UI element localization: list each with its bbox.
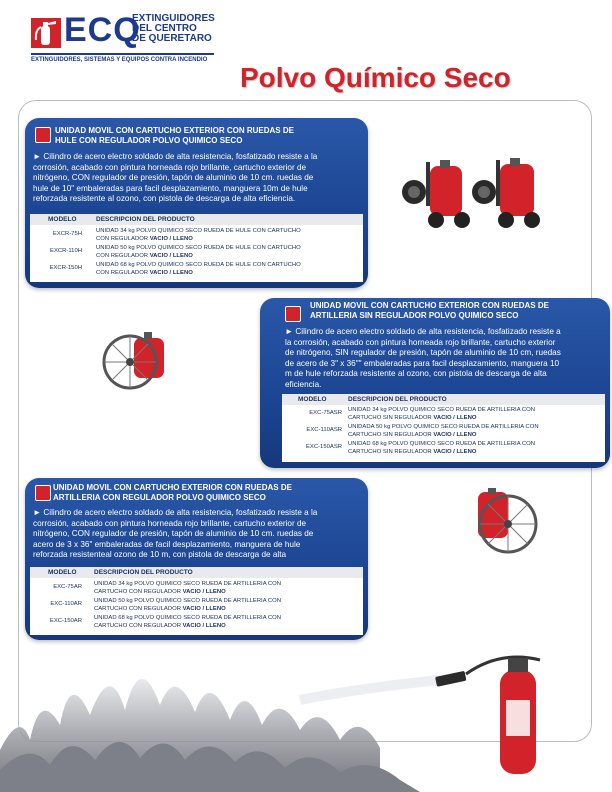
table-header: MODELO DESCRIPCION DEL PRODUCTO bbox=[282, 394, 605, 405]
logo-line: DE QUERETARO bbox=[132, 33, 212, 44]
extinguisher-spray-image bbox=[435, 657, 540, 774]
mobile-unit-artillery-wheel-image bbox=[458, 488, 540, 556]
section-description: ► Cilindro de acero electro soldado de alta resistencia, fosfatizado resiste a la corrosión, acabado con pintura horneada rojo brillante, cartucho exterior de nitrógeno, CON regulador de presión, tapón de aluminio de 10 cm. ruedas de hule de 10" embaleradas para facil desplazamiento, manguera 10m de hule reforzada resistente al ozono, con pistola de descarga de alta eficiencia. bbox=[33, 152, 318, 204]
logo-line: DEL CENTRO bbox=[132, 23, 197, 34]
product-panel-1 bbox=[25, 118, 368, 288]
tagline: EXTINGUIDORES, SISTEMAS Y EQUIPOS CONTRA INCENDIO bbox=[31, 57, 208, 63]
section-description: ► Cilindro de acero electro soldado de alta resistencia, fosfatizado resiste a la corrosión, acabado con pintura horneada rojo brillante, cartucho exterior de nitrógeno, CON regulador de presión, tapón de aluminio de 10 cm. ruedas de acero de 3 x 36" embaleradas de facil desplazamiento, manguera de hule reforzada resistenteal ozono de 10 m, con pistola de descarga de alta bbox=[33, 508, 318, 560]
section-title: UNIDAD MOVIL CON CARTUCHO EXTERIOR CON RUEDAS DE ARTILLERIA CON REGULADOR POLVO QUIMICO SECO bbox=[53, 483, 292, 502]
logo-company-name bbox=[132, 13, 215, 44]
section-description: ► Cilindro de acero electro soldado de alta resistencia, fosfatizado resiste a la corrosión, acabado con pintura horneada rojo brillante, cartucho exterior de nitrógeno, SIN regulador de presión, tapón de aluminio de 10 cm, ruedas de acero de 3" x 36"" embaleradas para facil desplazamiento, manguera 10 m de hule reforzada resistente al ozono, con pistola de descarga de alta eficiencia. bbox=[285, 327, 561, 389]
table-header: MODELO DESCRIPCION DEL PRODUCTO bbox=[30, 214, 363, 225]
logo-letters: ECQ bbox=[64, 11, 141, 49]
product-table: MODELO DESCRIPCION DEL PRODUCTO EXCR-75H UNIDAD 34 kg POLVO QUIMICO SECO RUEDA DE HULE CON CARTUCHO CON REGULADOR VACIO / LLENO EXCR-110H UNIDAD 50 kg POLVO QUIMICO SECO RUEDA DE HULE CON CARTUCHO CON REGULADOR VACIO / LLENO EXCR-150H UNIDAD 68 kg POLVO QUIMICO SECO RUEDA DE HULE CON CARTUCHO CON REGULADOR VACIO / LLENO bbox=[30, 214, 363, 282]
product-table: MODELO DESCRIPCION DEL PRODUCTO EXC-75AR UNIDAD 34 kg POLVO QUIMICO SECO RUEDA DE ARTILLERIA CON CARTUCHO CON REGULADOR VACIO / LLENO EXC-110AR UNIDAD 50 kg POLVO QUIMICO SECO RUEDA DE ARTILLERIA CON CARTUCHO CON REGULADOR VACIO / LLENO EXC-150AR UNIDAD 68 kg POLVO QUIMICO SECO RUEDA DE ARTILLERIA CON CARTUCHO CON REGULADOR VACIO / LLENO bbox=[30, 567, 363, 635]
extinguisher-badge-icon bbox=[285, 306, 301, 322]
product-panel-2 bbox=[260, 298, 610, 468]
page-title: Polvo Químico Seco bbox=[240, 62, 511, 93]
logo-line: EXTINGUIDORES bbox=[132, 13, 215, 24]
table-header: MODELO DESCRIPCION DEL PRODUCTO bbox=[30, 567, 363, 578]
logo-divider bbox=[31, 53, 214, 55]
product-table: MODELO DESCRIPCION DEL PRODUCTO EXC-75ASR UNIDAD 34 kg POLVO QUIMICO SECO RUEDA DE ARTILLERIA CON CARTUCHO SIN REGULADOR VACIO / LLENO EXC-110ASR UNIDADA 50 kg POLVO QUIMICO SECO RUEDA DE ARTILLERIA CON CARTUCHO SIN REGULADOR VACIO / LLENO EXC-150ASR UNIDAD 68 kg POLVO QUIMICO SECO RUEDA DE ARTILLERIA CON CARTUCHO SIN REGULADOR VACIO / LLENO bbox=[282, 394, 605, 462]
mobile-unit-rubber-wheels-image bbox=[400, 158, 560, 230]
section-title: UNIDAD MOVIL CON CARTUCHO EXTERIOR CON RUEDAS DE ARTILLERIA SIN REGULADOR POLVO QUIMICO SECO bbox=[310, 301, 549, 320]
extinguisher-badge-icon bbox=[35, 127, 51, 143]
flames-image bbox=[0, 630, 612, 792]
extinguisher-badge-icon bbox=[35, 485, 51, 501]
product-panel-3 bbox=[25, 478, 368, 640]
extinguisher-logo-icon bbox=[31, 18, 61, 48]
section-title: UNIDAD MOVIL CON CARTUCHO EXTERIOR CON RUEDAS DE HULE CON REGULADOR POLVO QUIMICO SECO bbox=[55, 126, 294, 145]
mobile-unit-artillery-wheel-image bbox=[100, 330, 175, 392]
